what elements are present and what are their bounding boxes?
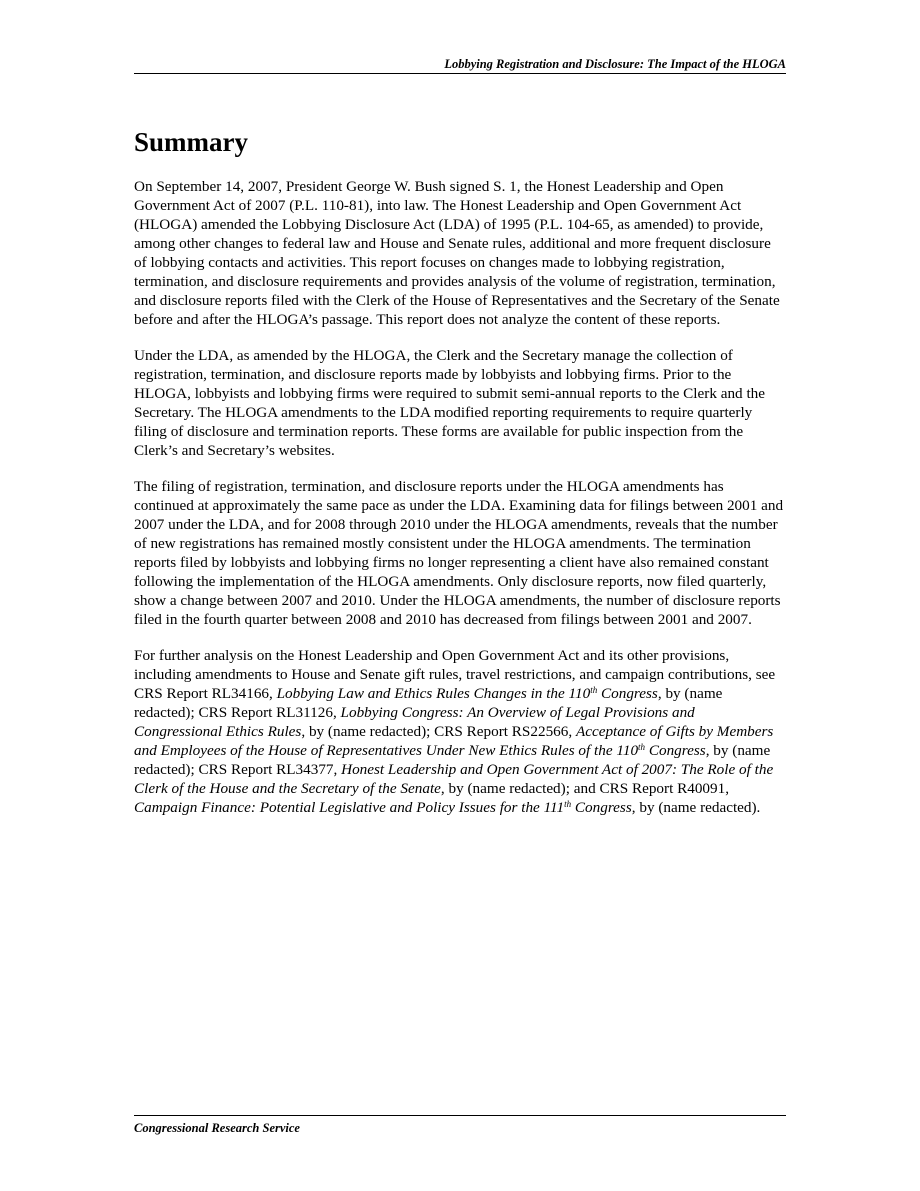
running-header: Lobbying Registration and Disclosure: The Impact of the HLOGA bbox=[444, 57, 786, 71]
report-title-r40091: Campaign Finance: Potential Legislative and Policy Issues for the 111th Congress bbox=[134, 799, 632, 816]
report-title-rl31126: Lobbying Congress: An Overview of Legal Provisions and Congressional Ethics Rules bbox=[134, 704, 695, 740]
summary-paragraph-3: The filing of registration, termination, and disclosure reports under the HLOGA amendments has continued at approximately the same pace as under the LDA. Examining data for filings between 2001 and 2007 under the LDA, and for 2008 through 2010 under the HLOGA amendments, reveals that the number of new registrations has remained mostly consistent under the HLOGA amendments. The termination reports filed by lobbyists and lobbying firms no longer representing a client have also remained constant following the implementation of the HLOGA amendments. Only disclosure reports, now filed quarterly, show a change between 2007 and 2010. Under the HLOGA amendments, the number of disclosure reports filed in the fourth quarter between 2008 and 2010 has decreased from filings between 2001 and 2007. bbox=[134, 478, 784, 628]
header-rule bbox=[134, 73, 786, 74]
footer-rule bbox=[134, 1115, 786, 1116]
paragraph-4-intro: For further analysis on the Honest Leadership and Open Government Act and its other provisions, including amendments to House and Senate gift rules, travel restrictions, and campaign contributions, see CRS Report RL34166, bbox=[134, 647, 776, 702]
section-heading: Summary bbox=[134, 127, 248, 157]
paragraph-4-connector-4: , by (name redacted); and CRS Report R40091, bbox=[440, 780, 729, 797]
summary-paragraph-2: Under the LDA, as amended by the HLOGA, the Clerk and the Secretary manage the collection of registration, termination, and disclosure reports made by lobbyists and lobbying firms. Prior to the HLOGA, lobbyists and lobbying firms were required to submit semi-annual reports to the Clerk and the Secretary. The HLOGA amendments to the LDA modified reporting requirements to require quarterly filing of disclosure and termination reports. These forms are available for public inspection from the Clerk’s and Secretary’s websites. bbox=[134, 347, 766, 459]
summary-body bbox=[134, 177, 786, 834]
running-footer: Congressional Research Service bbox=[134, 1121, 300, 1135]
paragraph-4-connector-2: , by (name redacted); CRS Report RS22566, bbox=[301, 723, 576, 740]
summary-paragraph-4 bbox=[134, 646, 786, 817]
summary-paragraph-1: On September 14, 2007, President George W. Bush signed S. 1, the Honest Leadership and Open Government Act of 2007 (P.L. 110-81), into law. The Honest Leadership and Open Government Act (HLOGA) amended the Lobbying Disclosure Act (LDA) of 1995 (P.L. 104-65, as amended) to provide, among other changes to federal law and House and Senate rules, additional and more frequent disclosure of lobbying contacts and activities. This report focuses on changes made to lobbying registration, termination, and disclosure requirements and provides analysis of the volume of registration, termination, and disclosure reports filed with the Clerk of the House of Representatives and the Secretary of the Senate before and after the HLOGA’s passage. This report does not analyze the content of these reports. bbox=[134, 178, 780, 328]
report-title-rl34377: Honest Leadership and Open Government Act of 2007: The Role of the Clerk of the House and the Secretary of the Senate bbox=[134, 761, 774, 797]
paragraph-4-connector-3: , by (name redacted); CRS Report RL34377, bbox=[134, 742, 771, 778]
report-title-rl34166: Lobbying Law and Ethics Rules Changes in the 110th Congress bbox=[276, 685, 658, 702]
paragraph-4-closing: , by (name redacted). bbox=[631, 799, 761, 816]
paragraph-4-connector-1: , by (name redacted); CRS Report RL31126, bbox=[134, 685, 723, 721]
report-title-rs22566: Acceptance of Gifts by Members and Employees of the House of Representatives Under New Ethics Rules of the 110th Congress bbox=[134, 723, 774, 759]
